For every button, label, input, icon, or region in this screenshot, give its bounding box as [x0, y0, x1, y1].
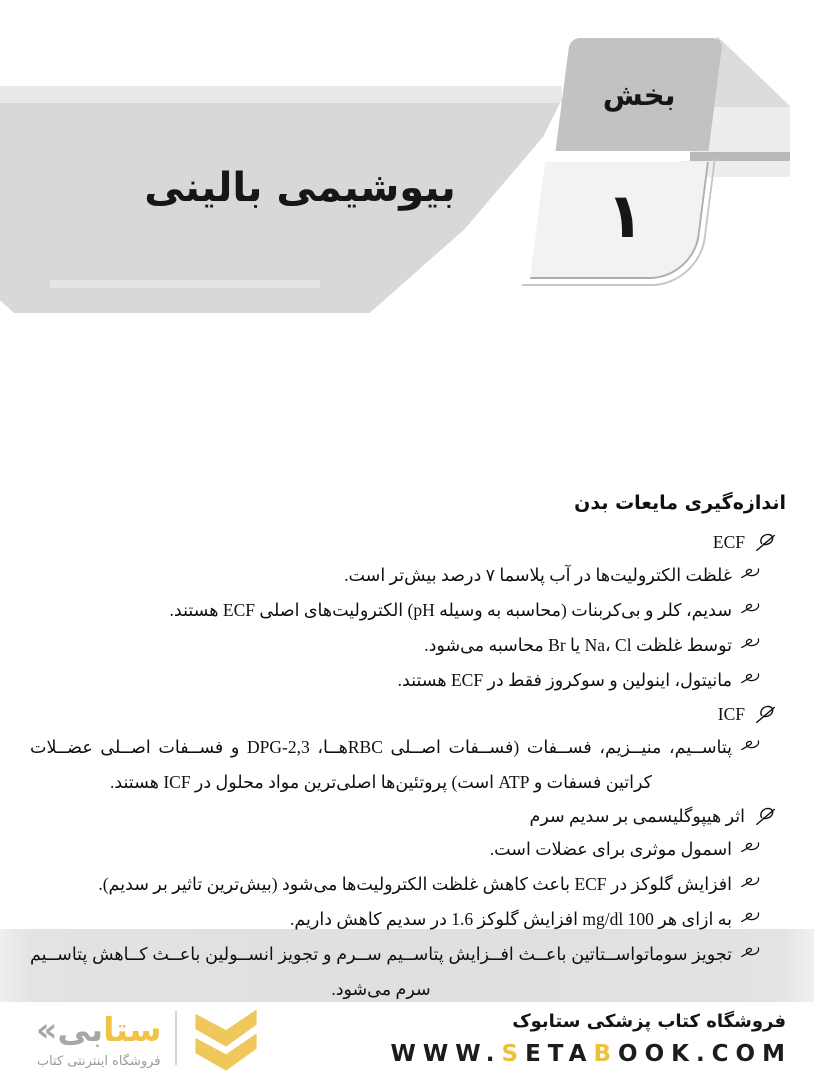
double-chevron-icon: [191, 1007, 261, 1077]
bullet-text: [30, 937, 732, 1007]
website-url-gold-letter: B: [593, 1041, 619, 1067]
bullet-row: [30, 902, 786, 937]
bullet-text: [30, 558, 732, 593]
fleuron-bullet-icon: [740, 945, 760, 959]
bullet-line: کراتین فسفات و ATP است) پروتئین‌ها اصلی‌ترین مواد محلول در ICF هستند.: [109, 772, 653, 792]
bullet-line: مانیتول، اینولین و سوکروز فقط در ECF هستند.: [397, 670, 732, 690]
page-content: [30, 488, 786, 1007]
logo-tagline: فروشگاه اینترنتی کتاب: [36, 1054, 161, 1069]
section-tab: [556, 38, 723, 151]
bullet-row: [30, 558, 786, 593]
section-row: [30, 698, 786, 730]
fleuron-bullet-icon: [740, 636, 760, 650]
bullet-row: [30, 867, 786, 902]
bullet-text: [30, 628, 732, 663]
bullet-line: تجویز سوماتواســتاتین باعــث افــزایش پتاســیم ســرم و تجویز انســولین باعــث کــاهش پتاســیم: [30, 944, 732, 964]
fleuron-bullet-icon: [740, 601, 760, 615]
fleuron-bullet-icon: [740, 910, 760, 924]
bullet-line: افزایش گلوکز در ECF باعث کاهش غلظت الکترولیت‌ها می‌شود (بیش‌ترین تاثیر بر سدیم).: [98, 874, 732, 894]
bullet-row: [30, 832, 786, 867]
logo-wordmark: [36, 1007, 161, 1053]
website-url: [391, 1041, 793, 1067]
fleuron-bullet-icon: [740, 671, 760, 685]
bullet-text: [30, 867, 732, 902]
content-heading: اندازه‌گیری مایعات بدن: [574, 492, 786, 514]
section-banner: [0, 0, 814, 345]
bullet-row: [30, 937, 786, 1007]
bullet-text: [30, 663, 732, 698]
section-number: ۱: [606, 179, 644, 252]
banner-top-strip: [0, 86, 562, 103]
section-row: [30, 800, 786, 832]
setabook-logo: [36, 1007, 261, 1077]
section-tab-label: بخش: [602, 77, 676, 112]
bullet-text: [30, 832, 732, 867]
section-title: بیوشیمی بالینی: [144, 165, 456, 211]
bullet-line: به ازای هر 100 mg/dl افزایش گلوکز 1.6 در سدیم کاهش داریم.: [289, 909, 732, 929]
bullet-row: [30, 628, 786, 663]
website-url-segment: ETA: [525, 1041, 594, 1067]
content-blocks: [30, 526, 786, 1007]
website-url-gold-letter: S: [501, 1041, 526, 1067]
bullet-line: اسمول موثری برای عضلات است.: [489, 839, 732, 859]
store-name: فروشگاه کتاب پزشکی ستابوک: [512, 1011, 786, 1032]
bullet-row: [30, 730, 786, 800]
section-row-label: ECF: [712, 532, 745, 552]
bullet-text: [30, 593, 732, 628]
website-url-segment: OOK.COM: [618, 1041, 792, 1067]
page-footer: [0, 1005, 814, 1079]
website-url-segment: WWW.: [390, 1041, 502, 1067]
pen-nib-icon: [755, 806, 776, 827]
fleuron-bullet-icon: [740, 875, 760, 889]
bullet-line: پتاســیم، منیــزیم، فســفات (فســفات اصــلی RBCهــا، 2,3-DPG و فســفات اصــلی عضــلات: [30, 737, 733, 757]
bullet-text: [30, 730, 732, 800]
banner-highlight-strip: [50, 280, 320, 288]
fleuron-bullet-icon: [740, 566, 760, 580]
logo-wordmark-gold: ستا: [103, 1010, 162, 1049]
bullet-line: توسط غلظت Na، Cl یا Br محاسبه می‌شود.: [424, 635, 732, 655]
fleuron-bullet-icon: [740, 840, 760, 854]
bullet-line: سرم می‌شود.: [331, 979, 431, 999]
pen-nib-icon: [755, 704, 776, 725]
logo-divider: [175, 1011, 177, 1065]
logo-chevrons-icon: «: [36, 1010, 58, 1049]
bullet-line: غلظت الکترولیت‌ها در آب پلاسما ۷ درصد بیش‌تر است.: [344, 565, 732, 585]
bullet-text: [30, 902, 732, 937]
section-row-label: ICF: [717, 704, 745, 724]
fleuron-bullet-icon: [740, 738, 760, 752]
bullet-line: سدیم، کلر و بی‌کربنات (محاسبه به وسیله pH) الکترولیت‌های اصلی ECF هستند.: [169, 600, 732, 620]
logo-wordmark-block: [36, 1007, 161, 1069]
bullet-row: [30, 593, 786, 628]
logo-wordmark-gray: بی: [57, 1010, 104, 1049]
pen-nib-icon: [755, 532, 776, 553]
section-row: [30, 526, 786, 558]
bullet-row: [30, 663, 786, 698]
section-row-label: اثر هیپوگلیسمی بر سدیم سرم: [529, 806, 745, 826]
